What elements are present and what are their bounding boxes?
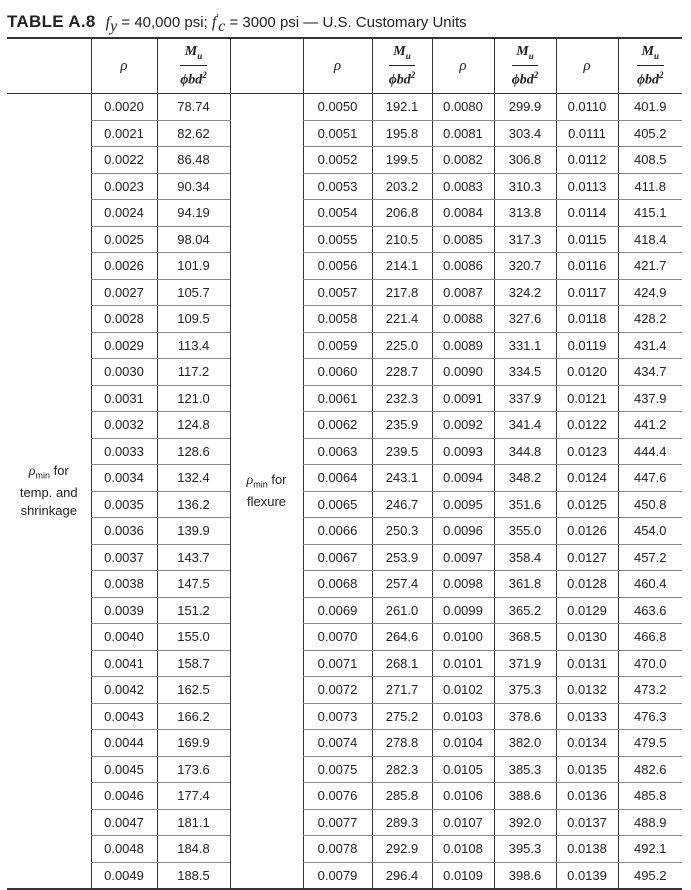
- rho-cell: 0.0074: [303, 730, 372, 757]
- mu-cell: 155.0: [157, 624, 230, 651]
- mu-cell: 344.8: [494, 438, 556, 465]
- mu-cell: 78.74: [157, 94, 230, 121]
- header-rho-3: ρ: [432, 39, 494, 94]
- rho-cell: 0.0063: [303, 438, 372, 465]
- table-row: [7, 756, 682, 783]
- mu-cell: 105.7: [157, 279, 230, 306]
- rho-cell: 0.0120: [556, 359, 618, 386]
- table-title: [7, 7, 467, 35]
- rho-cell: 0.0078: [303, 836, 372, 863]
- rho-cell: 0.0066: [303, 518, 372, 545]
- rho-cell: 0.0098: [432, 571, 494, 598]
- mu-cell: 392.0: [494, 809, 556, 836]
- rho-cell: 0.0097: [432, 544, 494, 571]
- header-rho-1: ρ: [91, 39, 157, 94]
- rho-cell: 0.0022: [91, 147, 157, 174]
- rho-cell: 0.0104: [432, 730, 494, 757]
- rho-cell: 0.0070: [303, 624, 372, 651]
- rho-cell: 0.0028: [91, 306, 157, 333]
- rho-cell: 0.0133: [556, 703, 618, 730]
- rho-cell: 0.0048: [91, 836, 157, 863]
- rho-cell: 0.0105: [432, 756, 494, 783]
- mu-cell: 401.9: [618, 94, 682, 121]
- mu-cell: 327.6: [494, 306, 556, 333]
- header-mu-3: $\frac{M_u}{\phi bd^2}$: [494, 39, 556, 94]
- table-row: [7, 465, 682, 492]
- mu-cell: 264.6: [372, 624, 432, 651]
- table-row: [7, 173, 682, 200]
- fc-symbol: f: [211, 14, 217, 31]
- rho-cell: 0.0057: [303, 279, 372, 306]
- rho-cell: 0.0102: [432, 677, 494, 704]
- mu-cell: 221.4: [372, 306, 432, 333]
- rho-cell: 0.0092: [432, 412, 494, 439]
- rho-cell: 0.0129: [556, 597, 618, 624]
- mu-cell: 482.6: [618, 756, 682, 783]
- table-row: [7, 279, 682, 306]
- mu-cell: 388.6: [494, 783, 556, 810]
- mu-cell: 101.9: [157, 253, 230, 280]
- rho-cell: 0.0081: [432, 120, 494, 147]
- mu-cell: 210.5: [372, 226, 432, 253]
- mu-cell: 334.5: [494, 359, 556, 386]
- rho-cell: 0.0032: [91, 412, 157, 439]
- mu-cell: 479.5: [618, 730, 682, 757]
- mu-cell: 203.2: [372, 173, 432, 200]
- rho-cell: 0.0087: [432, 279, 494, 306]
- table-row: [7, 200, 682, 227]
- rho-cell: 0.0123: [556, 438, 618, 465]
- table-row: [7, 306, 682, 333]
- table-row: [7, 624, 682, 651]
- mu-cell: 492.1: [618, 836, 682, 863]
- table-row: [7, 597, 682, 624]
- rho-cell: 0.0124: [556, 465, 618, 492]
- mu-cell: 447.6: [618, 465, 682, 492]
- mu-cell: 195.8: [372, 120, 432, 147]
- mu-cell: 306.8: [494, 147, 556, 174]
- mu-cell: 285.8: [372, 783, 432, 810]
- table-label: TABLE A.8: [7, 12, 96, 31]
- mu-cell: 485.8: [618, 783, 682, 810]
- mu-cell: 495.2: [618, 862, 682, 889]
- mu-cell: 424.9: [618, 279, 682, 306]
- rho-cell: 0.0041: [91, 650, 157, 677]
- mu-cell: 132.4: [157, 465, 230, 492]
- mu-cell: 421.7: [618, 253, 682, 280]
- rho-cell: 0.0071: [303, 650, 372, 677]
- rho-cell: 0.0126: [556, 518, 618, 545]
- mu-cell: 275.2: [372, 703, 432, 730]
- rho-cell: 0.0135: [556, 756, 618, 783]
- rho-cell: 0.0075: [303, 756, 372, 783]
- table-row: [7, 120, 682, 147]
- mu-cell: 82.62: [157, 120, 230, 147]
- rho-cell: 0.0113: [556, 173, 618, 200]
- mu-cell: 151.2: [157, 597, 230, 624]
- mu-cell: 313.8: [494, 200, 556, 227]
- mu-cell: 158.7: [157, 650, 230, 677]
- mu-cell: 282.3: [372, 756, 432, 783]
- table-row: [7, 730, 682, 757]
- mu-cell: 206.8: [372, 200, 432, 227]
- rho-cell: 0.0046: [91, 783, 157, 810]
- mu-cell: 324.2: [494, 279, 556, 306]
- rho-cell: 0.0080: [432, 94, 494, 121]
- mu-cell: 214.1: [372, 253, 432, 280]
- mu-cell: 143.7: [157, 544, 230, 571]
- rho-cell: 0.0094: [432, 465, 494, 492]
- mu-cell: 217.8: [372, 279, 432, 306]
- rho-cell: 0.0127: [556, 544, 618, 571]
- table-row: [7, 862, 682, 889]
- rho-cell: 0.0093: [432, 438, 494, 465]
- mu-cell: 181.1: [157, 809, 230, 836]
- rho-cell: 0.0088: [432, 306, 494, 333]
- rho-cell: 0.0131: [556, 650, 618, 677]
- mu-cell: 310.3: [494, 173, 556, 200]
- mu-cell: 405.2: [618, 120, 682, 147]
- table-row: [7, 94, 682, 121]
- header-mu-2: $\frac{M_u}{\phi bd^2}$: [372, 39, 432, 94]
- mu-cell: 121.0: [157, 385, 230, 412]
- mu-cell: 173.6: [157, 756, 230, 783]
- fy-subscript: y: [110, 18, 118, 35]
- rho-cell: 0.0021: [91, 120, 157, 147]
- rho-cell: 0.0122: [556, 412, 618, 439]
- table-row: [7, 147, 682, 174]
- rho-cell: 0.0027: [91, 279, 157, 306]
- mu-cell: 375.3: [494, 677, 556, 704]
- rho-cell: 0.0039: [91, 597, 157, 624]
- header-rho-4: ρ: [556, 39, 618, 94]
- mu-cell: 476.3: [618, 703, 682, 730]
- mu-cell: 113.4: [157, 332, 230, 359]
- mu-cell: 192.1: [372, 94, 432, 121]
- rho-cell: 0.0073: [303, 703, 372, 730]
- mu-cell: 124.8: [157, 412, 230, 439]
- mu-cell: 232.3: [372, 385, 432, 412]
- rho-cell: 0.0086: [432, 253, 494, 280]
- mu-cell: 292.9: [372, 836, 432, 863]
- mu-cell: 348.2: [494, 465, 556, 492]
- table-row: [7, 359, 682, 386]
- table-row: [7, 412, 682, 439]
- rho-cell: 0.0045: [91, 756, 157, 783]
- rho-cell: 0.0049: [91, 862, 157, 889]
- rho-cell: 0.0050: [303, 94, 372, 121]
- mu-cell: 246.7: [372, 491, 432, 518]
- note-flexure: $\rho_{min}$ for flexure: [230, 94, 303, 890]
- mu-cell: 470.0: [618, 650, 682, 677]
- mu-cell: 473.2: [618, 677, 682, 704]
- mu-cell: 109.5: [157, 306, 230, 333]
- rho-cell: 0.0084: [432, 200, 494, 227]
- mu-cell: 299.9: [494, 94, 556, 121]
- rho-cell: 0.0053: [303, 173, 372, 200]
- table-row: [7, 491, 682, 518]
- rho-cell: 0.0067: [303, 544, 372, 571]
- rho-cell: 0.0130: [556, 624, 618, 651]
- header-mu-4: $\frac{M_u}{\phi bd^2}$: [618, 39, 682, 94]
- rho-cell: 0.0107: [432, 809, 494, 836]
- rho-cell: 0.0040: [91, 624, 157, 651]
- rho-cell: 0.0096: [432, 518, 494, 545]
- rho-cell: 0.0033: [91, 438, 157, 465]
- rho-cell: 0.0023: [91, 173, 157, 200]
- table-row: [7, 783, 682, 810]
- mu-cell: 317.3: [494, 226, 556, 253]
- mu-cell: 463.6: [618, 597, 682, 624]
- mu-cell: 166.2: [157, 703, 230, 730]
- rho-cell: 0.0091: [432, 385, 494, 412]
- mu-cell: 368.5: [494, 624, 556, 651]
- table-row: [7, 836, 682, 863]
- rho-cell: 0.0069: [303, 597, 372, 624]
- table-row: [7, 226, 682, 253]
- fy-value: = 40,000 psi;: [117, 14, 212, 31]
- table-row: [7, 677, 682, 704]
- rho-cell: 0.0035: [91, 491, 157, 518]
- rho-cell: 0.0029: [91, 332, 157, 359]
- mu-cell: 488.9: [618, 809, 682, 836]
- rho-cell: 0.0136: [556, 783, 618, 810]
- table-row: [7, 544, 682, 571]
- mu-cell: 434.7: [618, 359, 682, 386]
- mu-cell: 341.4: [494, 412, 556, 439]
- mu-cell: 289.3: [372, 809, 432, 836]
- rho-cell: 0.0128: [556, 571, 618, 598]
- rho-cell: 0.0062: [303, 412, 372, 439]
- rho-cell: 0.0132: [556, 677, 618, 704]
- rho-cell: 0.0059: [303, 332, 372, 359]
- mu-cell: 441.2: [618, 412, 682, 439]
- rho-cell: 0.0036: [91, 518, 157, 545]
- rho-cell: 0.0072: [303, 677, 372, 704]
- rho-cell: 0.0083: [432, 173, 494, 200]
- rho-cell: 0.0038: [91, 571, 157, 598]
- rho-cell: 0.0082: [432, 147, 494, 174]
- mu-cell: 460.4: [618, 571, 682, 598]
- mu-cell: 444.4: [618, 438, 682, 465]
- mu-cell: 466.8: [618, 624, 682, 651]
- mu-cell: 177.4: [157, 783, 230, 810]
- header-note-col-2: [230, 39, 303, 94]
- rho-cell: 0.0031: [91, 385, 157, 412]
- mu-cell: 228.7: [372, 359, 432, 386]
- mu-cell: 225.0: [372, 332, 432, 359]
- rho-cell: 0.0060: [303, 359, 372, 386]
- rho-cell: 0.0089: [432, 332, 494, 359]
- mu-cell: 169.9: [157, 730, 230, 757]
- mu-cell: 199.5: [372, 147, 432, 174]
- mu-cell: 355.0: [494, 518, 556, 545]
- mu-cell: 431.4: [618, 332, 682, 359]
- rho-mu-table: [7, 39, 682, 890]
- rho-cell: 0.0116: [556, 253, 618, 280]
- mu-cell: 128.6: [157, 438, 230, 465]
- rho-cell: 0.0077: [303, 809, 372, 836]
- mu-cell: 395.3: [494, 836, 556, 863]
- mu-cell: 253.9: [372, 544, 432, 571]
- mu-cell: 454.0: [618, 518, 682, 545]
- rho-cell: 0.0108: [432, 836, 494, 863]
- rho-cell: 0.0026: [91, 253, 157, 280]
- rho-cell: 0.0103: [432, 703, 494, 730]
- table-row: [7, 650, 682, 677]
- rho-cell: 0.0042: [91, 677, 157, 704]
- mu-cell: 86.48: [157, 147, 230, 174]
- mu-cell: 371.9: [494, 650, 556, 677]
- rho-cell: 0.0095: [432, 491, 494, 518]
- mu-cell: 418.4: [618, 226, 682, 253]
- mu-cell: 358.4: [494, 544, 556, 571]
- mu-cell: 239.5: [372, 438, 432, 465]
- mu-cell: 365.2: [494, 597, 556, 624]
- table-row: [7, 253, 682, 280]
- mu-cell: 450.8: [618, 491, 682, 518]
- mu-cell: 261.0: [372, 597, 432, 624]
- mu-cell: 136.2: [157, 491, 230, 518]
- rho-cell: 0.0052: [303, 147, 372, 174]
- rho-cell: 0.0111: [556, 120, 618, 147]
- rho-cell: 0.0024: [91, 200, 157, 227]
- table-row: [7, 438, 682, 465]
- table-row: [7, 571, 682, 598]
- rho-cell: 0.0139: [556, 862, 618, 889]
- mu-cell: 337.9: [494, 385, 556, 412]
- note-temp-shrinkage: $\rho_{min}$ for temp. and shrinkage: [7, 94, 91, 890]
- mu-cell: 147.5: [157, 571, 230, 598]
- mu-cell: 90.34: [157, 173, 230, 200]
- rho-cell: 0.0090: [432, 359, 494, 386]
- rho-cell: 0.0119: [556, 332, 618, 359]
- mu-cell: 428.2: [618, 306, 682, 333]
- rho-cell: 0.0112: [556, 147, 618, 174]
- rho-cell: 0.0101: [432, 650, 494, 677]
- rho-cell: 0.0044: [91, 730, 157, 757]
- rho-cell: 0.0115: [556, 226, 618, 253]
- mu-cell: 268.1: [372, 650, 432, 677]
- rho-cell: 0.0076: [303, 783, 372, 810]
- rho-cell: 0.0055: [303, 226, 372, 253]
- rho-cell: 0.0079: [303, 862, 372, 889]
- rho-cell: 0.0118: [556, 306, 618, 333]
- mu-cell: 303.4: [494, 120, 556, 147]
- mu-cell: 296.4: [372, 862, 432, 889]
- mu-cell: 385.3: [494, 756, 556, 783]
- mu-cell: 331.1: [494, 332, 556, 359]
- mu-cell: 139.9: [157, 518, 230, 545]
- mu-cell: 235.9: [372, 412, 432, 439]
- mu-cell: 98.04: [157, 226, 230, 253]
- rho-cell: 0.0030: [91, 359, 157, 386]
- rho-cell: 0.0117: [556, 279, 618, 306]
- rho-cell: 0.0110: [556, 94, 618, 121]
- rho-cell: 0.0037: [91, 544, 157, 571]
- mu-cell: 382.0: [494, 730, 556, 757]
- mu-cell: 408.5: [618, 147, 682, 174]
- mu-cell: 188.5: [157, 862, 230, 889]
- header-note-col-1: [7, 39, 91, 94]
- mu-cell: 162.5: [157, 677, 230, 704]
- fy-symbol: f: [105, 14, 111, 31]
- mu-cell: 378.6: [494, 703, 556, 730]
- mu-cell: 94.19: [157, 200, 230, 227]
- rho-cell: 0.0109: [432, 862, 494, 889]
- rho-cell: 0.0061: [303, 385, 372, 412]
- rho-cell: 0.0064: [303, 465, 372, 492]
- rho-cell: 0.0054: [303, 200, 372, 227]
- rho-cell: 0.0138: [556, 836, 618, 863]
- rho-cell: 0.0134: [556, 730, 618, 757]
- header-mu-1: $\frac{M_u}{\phi bd^2}$: [157, 39, 230, 94]
- table-row: [7, 332, 682, 359]
- mu-cell: 415.1: [618, 200, 682, 227]
- rho-cell: 0.0121: [556, 385, 618, 412]
- fc-value: = 3000 psi — U.S. Customary Units: [225, 14, 467, 31]
- rho-cell: 0.0034: [91, 465, 157, 492]
- header-rho-2: ρ: [303, 39, 372, 94]
- mu-cell: 271.7: [372, 677, 432, 704]
- mu-cell: 320.7: [494, 253, 556, 280]
- table-row: [7, 518, 682, 545]
- mu-cell: 257.4: [372, 571, 432, 598]
- mu-cell: 250.3: [372, 518, 432, 545]
- rho-cell: 0.0106: [432, 783, 494, 810]
- rho-cell: 0.0100: [432, 624, 494, 651]
- rho-cell: 0.0068: [303, 571, 372, 598]
- mu-cell: 351.6: [494, 491, 556, 518]
- fc-subscript: c: [218, 18, 226, 35]
- rho-cell: 0.0025: [91, 226, 157, 253]
- header-row: [7, 39, 682, 94]
- rho-cell: 0.0065: [303, 491, 372, 518]
- rho-cell: 0.0020: [91, 94, 157, 121]
- mu-cell: 398.6: [494, 862, 556, 889]
- rho-cell: 0.0099: [432, 597, 494, 624]
- rho-cell: 0.0114: [556, 200, 618, 227]
- table-row: [7, 809, 682, 836]
- mu-cell: 411.8: [618, 173, 682, 200]
- mu-cell: 184.8: [157, 836, 230, 863]
- mu-cell: 278.8: [372, 730, 432, 757]
- rho-cell: 0.0056: [303, 253, 372, 280]
- rho-cell: 0.0058: [303, 306, 372, 333]
- rho-cell: 0.0047: [91, 809, 157, 836]
- rho-cell: 0.0137: [556, 809, 618, 836]
- fc-prime: ′: [216, 13, 219, 24]
- mu-cell: 457.2: [618, 544, 682, 571]
- mu-cell: 243.1: [372, 465, 432, 492]
- rho-cell: 0.0051: [303, 120, 372, 147]
- rho-cell: 0.0085: [432, 226, 494, 253]
- mu-cell: 361.8: [494, 571, 556, 598]
- mu-cell: 117.2: [157, 359, 230, 386]
- rho-cell: 0.0125: [556, 491, 618, 518]
- table-row: [7, 703, 682, 730]
- mu-cell: 437.9: [618, 385, 682, 412]
- table-row: [7, 385, 682, 412]
- rho-cell: 0.0043: [91, 703, 157, 730]
